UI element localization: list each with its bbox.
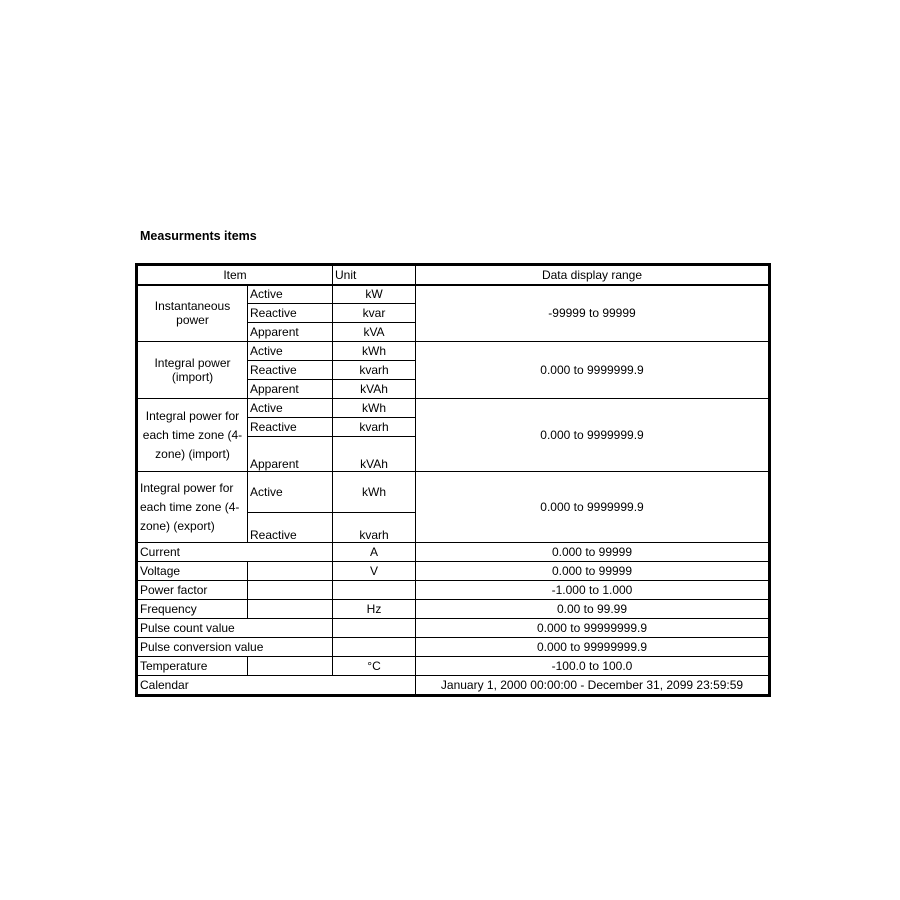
table-row: [138, 638, 769, 657]
unit-cell: kvarh: [333, 418, 416, 437]
unit-cell: V: [333, 562, 416, 581]
table-row: [138, 562, 769, 581]
sub-item: Reactive: [248, 304, 333, 323]
table-row: [138, 472, 769, 513]
item-cell: Power factor: [138, 581, 248, 600]
unit-cell: A: [333, 543, 416, 562]
table-row: [138, 342, 769, 361]
unit-cell: kW: [333, 285, 416, 304]
sub-item: Active: [248, 285, 333, 304]
group-label: Integral power for each time zone (4-zone) (import): [138, 399, 248, 472]
range-cell: 0.000 to 99999999.9: [416, 638, 769, 657]
unit-cell: °C: [333, 657, 416, 676]
unit-cell: kVAh: [333, 380, 416, 399]
unit-cell: kvar: [333, 304, 416, 323]
unit-cell: Hz: [333, 600, 416, 619]
table-row: [138, 657, 769, 676]
group-label: Instantaneous power: [138, 285, 248, 342]
range-cell: 0.000 to 9999999.9: [416, 472, 769, 543]
sub-item: Active: [248, 342, 333, 361]
sub-item: Reactive: [248, 513, 333, 543]
header-range: Data display range: [416, 266, 769, 285]
sub-item: Apparent: [248, 380, 333, 399]
item-cell: Voltage: [138, 562, 248, 581]
unit-cell: kWh: [333, 342, 416, 361]
table-row: [138, 285, 769, 304]
sub-item: Active: [248, 472, 333, 513]
range-cell: 0.00 to 99.99: [416, 600, 769, 619]
unit-cell: kWh: [333, 399, 416, 418]
table-header-row: [138, 266, 769, 285]
measurements-table: [137, 265, 769, 695]
unit-cell: kVA: [333, 323, 416, 342]
page-title: Measurments items: [140, 229, 257, 243]
unit-cell: [333, 581, 416, 600]
group-label: Integral power for each time zone (4-zone) (export): [138, 472, 248, 543]
item-cell: Pulse conversion value: [138, 638, 333, 657]
header-unit: Unit: [333, 266, 416, 285]
empty-cell: [248, 600, 333, 619]
sub-item: Reactive: [248, 361, 333, 380]
table-row: [138, 600, 769, 619]
header-item: Item: [138, 266, 333, 285]
empty-cell: [248, 562, 333, 581]
item-cell: Frequency: [138, 600, 248, 619]
unit-cell: kvarh: [333, 361, 416, 380]
range-cell: January 1, 2000 00:00:00 - December 31, 2099 23:59:59: [416, 676, 769, 695]
empty-cell: [248, 657, 333, 676]
range-cell: 0.000 to 9999999.9: [416, 399, 769, 472]
empty-cell: [248, 581, 333, 600]
item-cell: Calendar: [138, 676, 416, 695]
range-cell: 0.000 to 9999999.9: [416, 342, 769, 399]
sub-item: Apparent: [248, 437, 333, 472]
table-row: [138, 676, 769, 695]
group-label: Integral power (import): [138, 342, 248, 399]
item-cell: Current: [138, 543, 333, 562]
range-cell: 0.000 to 99999999.9: [416, 619, 769, 638]
range-cell: -1.000 to 1.000: [416, 581, 769, 600]
item-cell: Pulse count value: [138, 619, 333, 638]
unit-cell: kVAh: [333, 437, 416, 472]
table-row: [138, 581, 769, 600]
unit-cell: [333, 638, 416, 657]
unit-cell: kvarh: [333, 513, 416, 543]
range-cell: 0.000 to 99999: [416, 543, 769, 562]
range-cell: -100.0 to 100.0: [416, 657, 769, 676]
unit-cell: kWh: [333, 472, 416, 513]
sub-item: Apparent: [248, 323, 333, 342]
range-cell: 0.000 to 99999: [416, 562, 769, 581]
unit-cell: [333, 619, 416, 638]
item-cell: Temperature: [138, 657, 248, 676]
sub-item: Reactive: [248, 418, 333, 437]
range-cell: -99999 to 99999: [416, 285, 769, 342]
sub-item: Active: [248, 399, 333, 418]
table-row: [138, 543, 769, 562]
table-row: [138, 619, 769, 638]
table-row: [138, 399, 769, 418]
